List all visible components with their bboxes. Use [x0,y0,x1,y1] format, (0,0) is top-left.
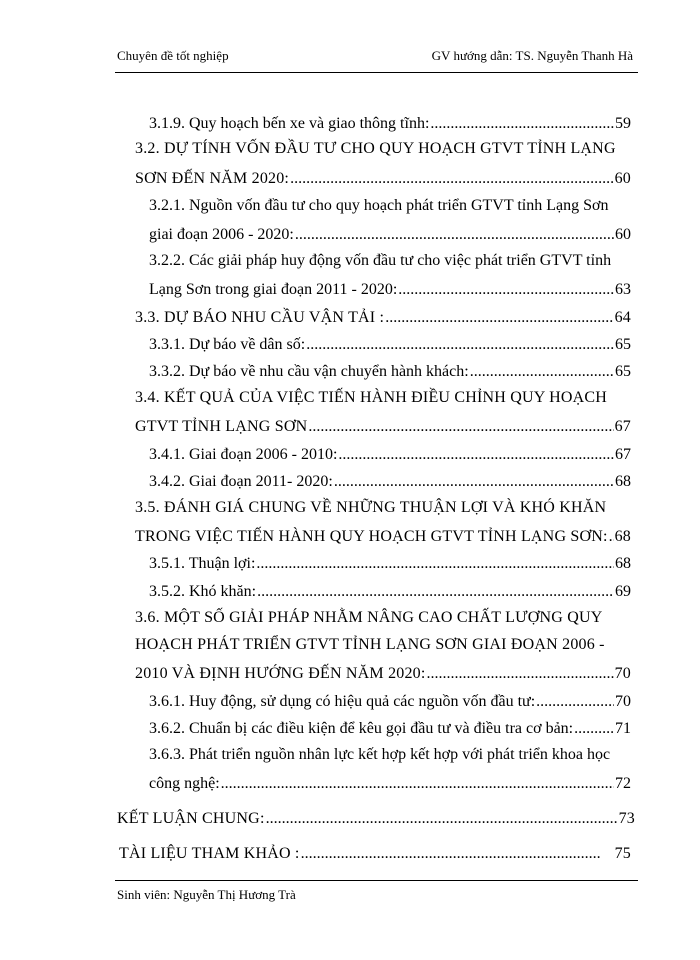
toc-entry-3-6-line2[interactable]: HOẠCH PHÁT TRIỂN GTVT TỈNH LẠNG SƠN GIAI ĐOẠN 2006 - [135,636,605,653]
toc-entry-title: KẾT LUẬN CHUNG: [117,810,265,827]
leader-dots [308,418,613,436]
leader-dots [257,583,614,601]
toc-entry-page: 70 [615,693,631,710]
toc-entry-3-3-2[interactable] [149,361,631,381]
toc-entry-page: 73 [618,810,635,827]
toc-entry-page: 67 [614,418,631,435]
toc-entry-3-3[interactable] [135,307,631,327]
toc-entry-3-4[interactable] [135,416,631,436]
leader-dots [256,555,614,573]
leader-dots [295,226,614,244]
toc-entry-title: TRONG VIỆC TIẾN HÀNH QUY HOẠCH GTVT TỈNH LẠNG SƠN: [135,528,608,545]
toc-entry-page: 70 [614,665,631,682]
toc-entry-3-6-line1[interactable]: 3.6. MỘT SỐ GIẢI PHÁP NHẰM NÂNG CAO CHẤT LƯỢNG QUY [135,609,603,626]
toc-entry-title: 3.5.2. Khó khăn: [149,583,257,600]
leader-dots [290,170,614,188]
toc-entry-page: 65 [615,363,631,380]
header-advisor: GV hướng dẫn: TS. Nguyễn Thanh Hà [431,48,633,63]
toc-entry-title: 3.6.1. Huy động, sử dụng có hiệu quả các nguồn vốn đầu tư: [149,693,536,710]
toc-entry-3-6-3[interactable] [149,773,631,793]
toc-entry-title: SƠN ĐẾN NĂM 2020: [135,170,290,187]
leader-dots [338,446,614,464]
leader-dots [385,309,613,327]
toc-entry-page: 68 [615,555,631,572]
header-title: Chuyên đề tốt nghiệp [117,48,229,63]
toc-entry-page: 65 [615,336,631,353]
toc-entry-page: 63 [615,281,631,298]
toc-entry-title: GTVT TỈNH LẠNG SƠN [135,418,308,435]
toc-entry-3-5-2[interactable] [149,581,631,601]
toc-entry-title: TÀI LIỆU THAM KHẢO : [119,845,300,862]
toc-entry-page: 71 [615,720,631,737]
leader-dots [430,115,614,133]
toc-entry-3-1-9[interactable] [149,113,631,133]
toc-entry-page: 72 [615,775,631,792]
leader-dots [398,281,614,299]
leader-dots [427,665,614,683]
leader-dots [609,528,614,546]
toc-entry-3-2[interactable] [135,168,631,188]
toc-entry-page: 60 [615,226,631,243]
toc-entry-page: 60 [614,170,631,187]
toc-entry-title: công nghệ: [149,775,220,792]
toc-entry-3-6[interactable] [135,663,631,683]
toc-entry-3-5-line1[interactable]: 3.5. ĐÁNH GIÁ CHUNG VỀ NHỮNG THUẬN LỢI VÀ KHÓ KHĂN [135,499,607,516]
leader-dots [306,336,614,354]
toc-entry-title: giai đoạn 2006 - 2020: [149,226,294,243]
toc-entry-3-2-1[interactable] [149,224,631,244]
toc-entry-ket-luan[interactable] [117,808,635,828]
toc-entry-title: 3.4.1. Giai đoạn 2006 - 2010: [149,446,338,463]
leader-dots [574,720,614,738]
toc-entry-title: Lạng Sơn trong giai đoạn 2011 - 2020: [149,281,398,298]
footer-student: Sinh viên: Nguyễn Thị Hương Trà [117,887,296,902]
toc-entry-title: 3.3.1. Dự báo về dân số: [149,336,306,353]
toc-entry-page: 59 [615,115,631,132]
leader-dots [334,473,614,491]
toc-entry-title: 2010 VÀ ĐỊNH HƯỚNG ĐẾN NĂM 2020: [135,665,426,682]
toc-entry-title: 3.3.2. Dự báo về nhu cầu vận chuyển hành khách: [149,363,469,380]
toc-entry-page: 68 [614,528,631,545]
footer-divider [115,880,638,881]
leader-dots [536,693,614,711]
toc-entry-3-5-1[interactable] [149,553,631,573]
toc-entry-3-6-3-line1[interactable]: 3.6.3. Phát triển nguồn nhân lực kết hợp kết hợp với phát triển khoa học [149,746,611,763]
toc-entry-title: 3.5.1. Thuận lợi: [149,555,256,572]
toc-entry-3-2-line1[interactable]: 3.2. DỰ TÍNH VỐN ĐẦU TƯ CHO QUY HOẠCH GTVT TỈNH LẠNG [135,140,616,157]
toc-entry-3-2-1-line1[interactable]: 3.2.1. Nguồn vốn đầu tư cho quy hoạch phát triển GTVT tỉnh Lạng Sơn [149,197,609,214]
toc-entry-3-3-1[interactable] [149,334,631,354]
toc-entry-title: 3.3. DỰ BÁO NHU CẦU VẬN TẢI : [135,309,385,326]
toc-entry-3-2-2[interactable] [149,279,631,299]
leader-dots [266,810,618,828]
leader-dots [470,363,614,381]
toc-entry-3-5[interactable] [135,526,631,546]
toc-entry-title: 3.1.9. Quy hoạch bến xe và giao thông tĩnh: [149,115,430,132]
toc-entry-3-6-1[interactable] [149,691,631,711]
toc-entry-3-4-2[interactable] [149,471,631,491]
toc-entry-page: 64 [614,309,631,326]
toc-entry-page: 67 [615,446,631,463]
toc-entry-title: 3.4.2. Giai đoạn 2011- 2020: [149,473,333,490]
leader-dots [221,775,614,793]
toc-entry-title: 3.6.2. Chuẩn bị các điều kiện để kêu gọi đầu tư và điều tra cơ bản: [149,720,574,737]
toc-entry-page: 68 [615,473,631,490]
toc-entry-page: 69 [615,583,631,600]
toc-entry-3-4-1[interactable] [149,444,631,464]
toc-entry-3-4-line1[interactable]: 3.4. KẾT QUẢ CỦA VIỆC TIẾN HÀNH ĐIỀU CHỈNH QUY HOẠCH [135,389,608,406]
toc-entry-page: 75 [614,845,631,862]
toc-entry-3-2-2-line1[interactable]: 3.2.2. Các giải pháp huy động vốn đầu tư cho việc phát triển GTVT tỉnh [149,252,612,269]
toc-entry-3-6-2[interactable] [149,718,631,738]
toc-entry-tai-lieu[interactable] [119,843,631,863]
leader-dots [301,845,601,863]
